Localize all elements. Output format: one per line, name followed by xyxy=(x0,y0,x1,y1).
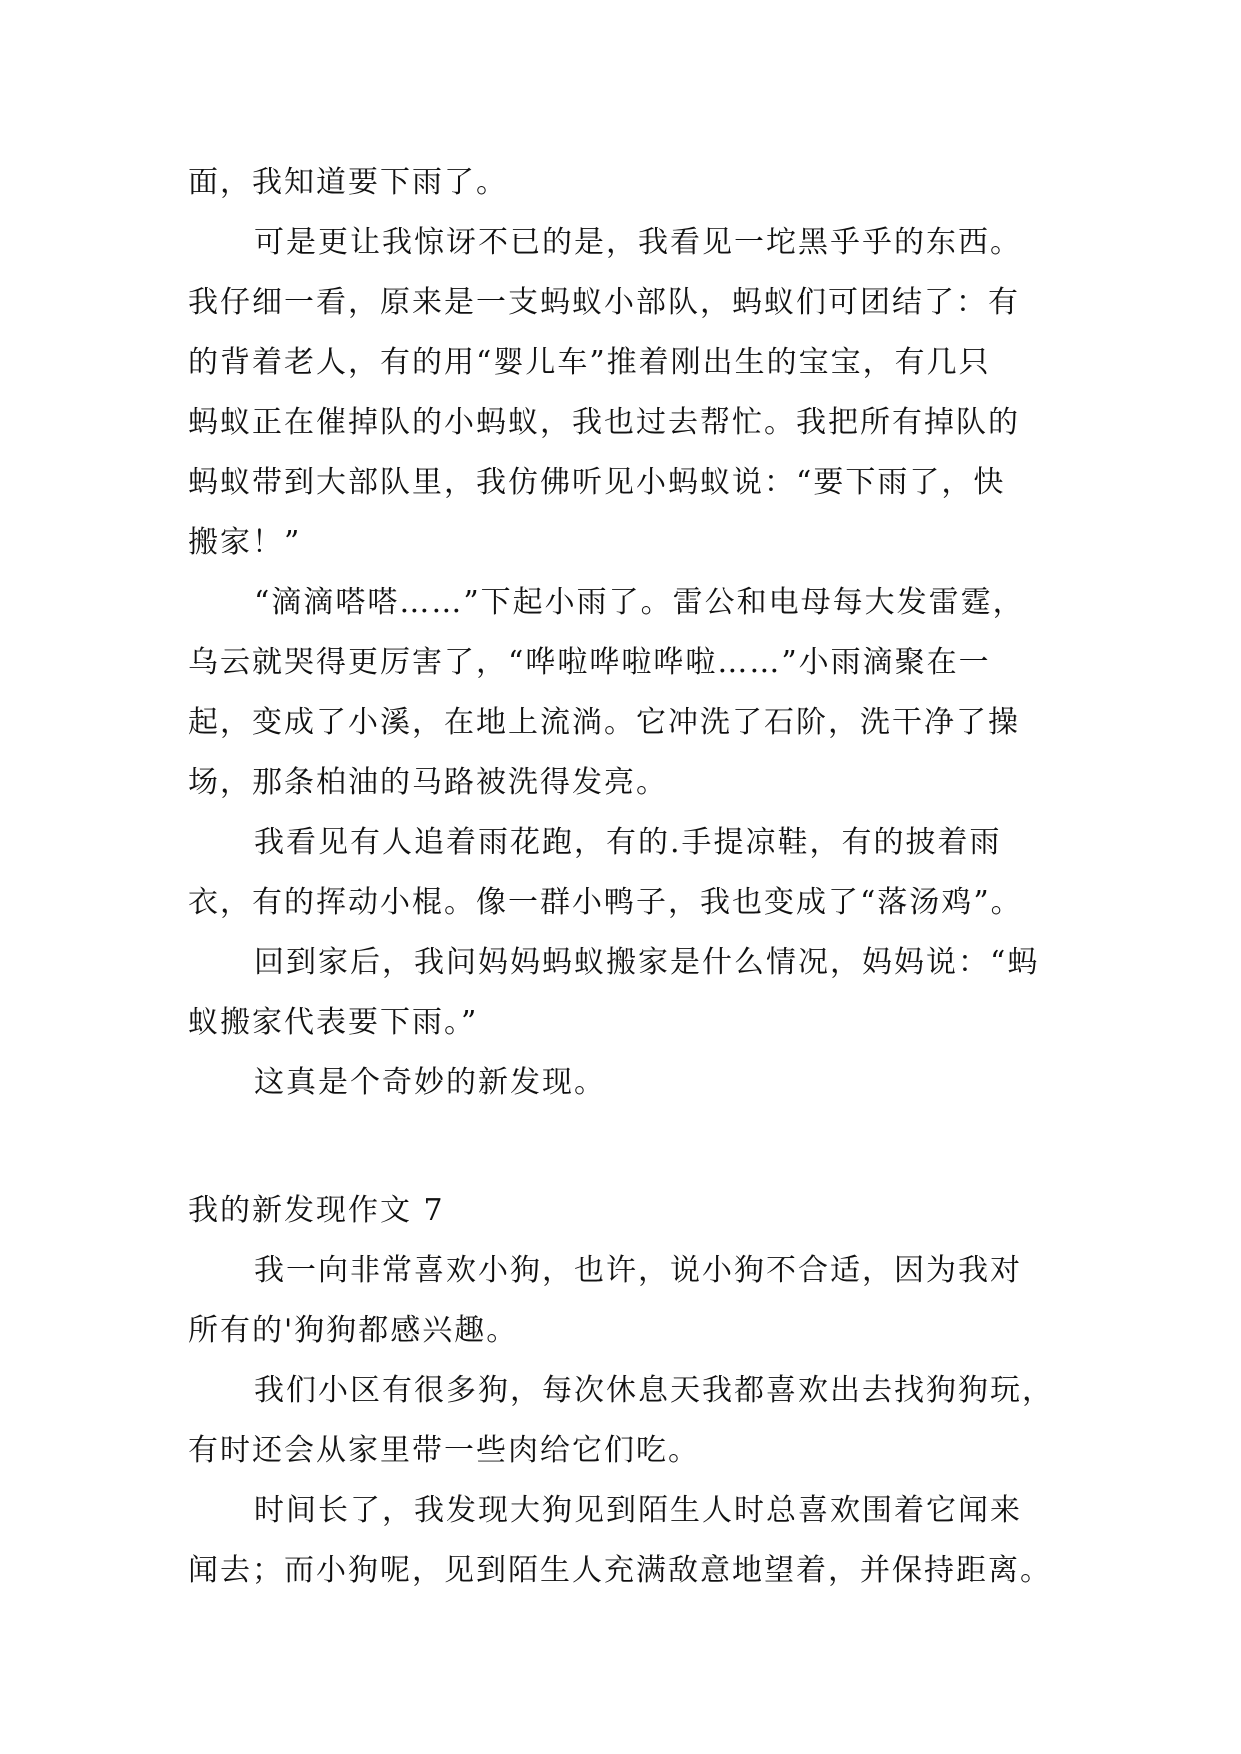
text-line: 蚂蚁正在催掉队的小蚂蚁，我也过去帮忙。我把所有掉队的 xyxy=(188,405,1020,440)
text-line: 所有的'狗狗都感兴趣。 xyxy=(188,1313,519,1348)
text-line: 场，那条柏油的马路被洗得发亮。 xyxy=(188,765,668,800)
section-gap xyxy=(188,1113,1068,1181)
paragraph-start-line: 这真是个奇妙的新发现。 xyxy=(254,1065,606,1100)
text-line: 的背着老人，有的用“婴儿车”推着刚出生的宝宝，有几只 xyxy=(188,345,991,380)
paragraph-start-line: 我看见有人追着雨花跑，有的.手提凉鞋，有的披着雨 xyxy=(254,825,1002,860)
text-line: 蚂蚁带到大部队里，我仿佛听见小蚂蚁说：“要下雨了，快 xyxy=(188,465,1006,500)
paragraph-start-line: 时间长了，我发现大狗见到陌生人时总喜欢围着它闻来 xyxy=(254,1493,1022,1528)
paragraph-start-line: 回到家后，我问妈妈蚂蚁搬家是什么情况，妈妈说：“蚂 xyxy=(254,945,1040,980)
section-title: 我的新发现作文 7 xyxy=(188,1193,445,1228)
text-line: 我仔细一看，原来是一支蚂蚁小部队，蚂蚁们可团结了：有 xyxy=(188,285,1020,320)
paragraph-start-line: 可是更让我惊讶不已的是，我看见一坨黑乎乎的东西。 xyxy=(254,225,1022,260)
text-line: 搬家！” xyxy=(188,525,302,560)
text-line: 起，变成了小溪，在地上流淌。它冲洗了石阶，洗干净了操 xyxy=(188,705,1020,740)
paragraph-start-line: 我们小区有很多狗，每次休息天我都喜欢出去找狗狗玩， xyxy=(254,1373,1054,1408)
paragraph-start-line: 我一向非常喜欢小狗，也许，说小狗不合适，因为我对 xyxy=(254,1253,1022,1288)
paragraph-start-line: “滴滴嗒嗒……”下起小雨了。雷公和电母每大发雷霆， xyxy=(254,585,1025,620)
text-line: 蚁搬家代表要下雨。” xyxy=(188,1005,479,1040)
text-line: 有时还会从家里带一些肉给它们吃。 xyxy=(188,1433,700,1468)
text-line: 闻去；而小狗呢，见到陌生人充满敌意地望着，并保持距离。 xyxy=(188,1553,1052,1588)
article-body xyxy=(188,153,1068,1601)
text-line: 面，我知道要下雨了。 xyxy=(188,165,508,200)
text-line: 衣，有的挥动小棍。像一群小鸭子，我也变成了“落汤鸡”。 xyxy=(188,885,1023,920)
text-line: 乌云就哭得更厉害了，“哗啦哗啦哗啦……”小雨滴聚在一 xyxy=(188,645,991,680)
